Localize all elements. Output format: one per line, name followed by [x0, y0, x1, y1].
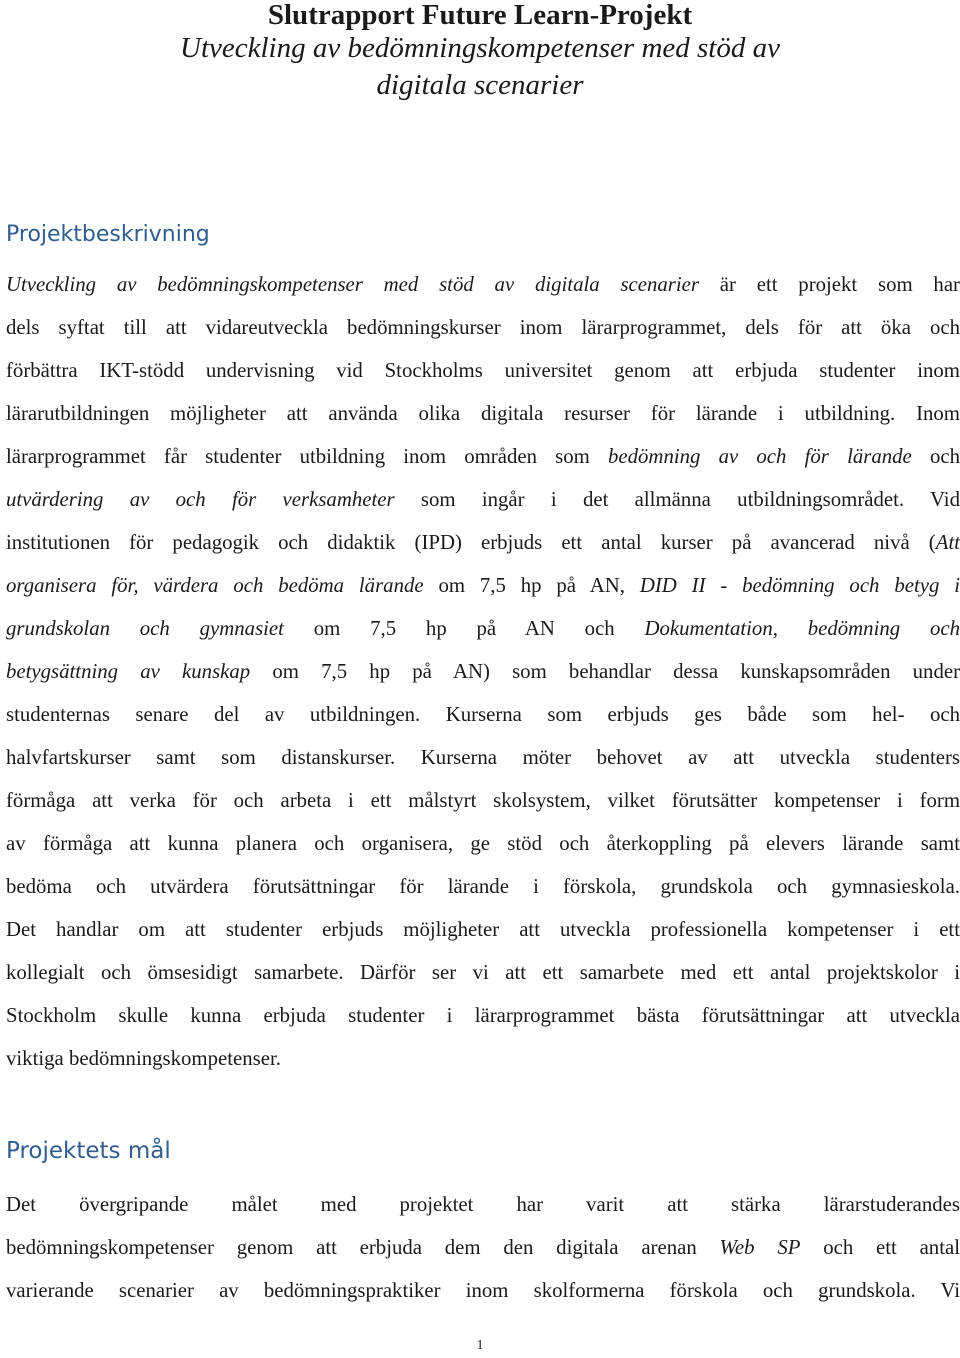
section-heading-projektets-mal: Projektets mål [6, 1138, 171, 1164]
text-run: och [911, 445, 960, 468]
text-line [6, 1183, 960, 1226]
title-block [0, 0, 960, 104]
text-run: om 7,5 hp på AN) som behandlar dessa kunskapsområden under [250, 660, 960, 683]
text-line [6, 478, 960, 521]
italic-text: Utveckling av bedömningskompetenser med stöd av digitala scenarier [6, 273, 699, 296]
text-line [6, 564, 960, 607]
text-run: studenternas senare del av utbildningen. Kurserna som erbjuds ges både som hel- och [6, 703, 960, 726]
text-line [6, 908, 960, 951]
text-line [6, 650, 960, 693]
italic-text: betygsättning av kunskap [6, 660, 251, 683]
text-run: lärarprogrammet får studenter utbildning inom områden som [6, 445, 608, 468]
text-line [6, 607, 960, 650]
document-title: Slutrapport Future Learn-Projekt [267, 0, 693, 31]
text-run: förbättra IKT-stödd undervisning vid Stockholms universitet genom att erbjuda studenter inom [6, 359, 960, 382]
text-run: om 7,5 hp på AN och [283, 617, 645, 640]
text-run: är ett projekt som har [699, 273, 960, 296]
text-line [6, 951, 960, 994]
italic-text: Att [935, 531, 960, 554]
text-run: om 7,5 hp på AN, [423, 574, 640, 597]
text-line [6, 306, 960, 349]
text-run: viktiga bedömningskompetenser. [6, 1047, 281, 1070]
text-line [6, 822, 960, 865]
text-line [6, 1269, 960, 1312]
italic-text: DID II - bedömning och betyg i [639, 574, 960, 597]
italic-text: Web SP [719, 1236, 801, 1259]
text-line [6, 435, 960, 478]
text-line [6, 392, 960, 435]
text-line [6, 865, 960, 908]
italic-text: bedömning av och för lärande [608, 445, 912, 468]
text-run: varierande scenarier av bedömningspraktiker inom skolformerna förskola och grundskola. Vi [6, 1279, 960, 1302]
text-line [6, 994, 960, 1037]
text-line [6, 521, 960, 564]
text-run: av förmåga att kunna planera och organisera, ge stöd och återkoppling på elevers lärande samt [6, 832, 960, 855]
text-line [6, 1226, 960, 1269]
paragraph-projektets-mal [6, 1183, 960, 1312]
italic-text: grundskolan och gymnasiet [6, 617, 284, 640]
text-run: Det handlar om att studenter erbjuds möjligheter att utveckla professionella kompetenser i ett [6, 918, 960, 941]
text-run: institutionen för pedagogik och didaktik (IPD) erbjuds ett antal kurser på avancerad nivå ( [6, 531, 936, 554]
text-run: halvfartskurser samt som distanskurser. Kurserna möter behovet av att utveckla studenters [6, 746, 960, 769]
subtitle-line-1: Utveckling av bedömningskompetenser med stöd av [180, 32, 780, 64]
text-line [6, 263, 960, 306]
text-line [6, 779, 960, 822]
text-run: kollegialt och ömsesidigt samarbete. Därför ser vi att ett samarbete med ett antal projektskolor i [6, 961, 960, 984]
text-run: som ingår i det allmänna utbildningsområdet. Vid [394, 488, 960, 511]
section-heading-projektbeskrivning: Projektbeskrivning [6, 222, 210, 247]
italic-text: Dokumentation, bedömning och [644, 617, 960, 640]
document-subtitle [0, 30, 960, 104]
text-run: förmåga att verka för och arbeta i ett målstyrt skolsystem, vilket förutsätter kompetenser i form [6, 789, 960, 812]
text-run: bedömningskompetenser genom att erbjuda dem den digitala arenan [6, 1236, 720, 1259]
text-run: bedöma och utvärdera förutsättningar för lärande i förskola, grundskola och gymnasieskola. [6, 875, 960, 898]
italic-text: organisera för, värdera och bedöma lärande [6, 574, 424, 597]
text-run: och ett antal [800, 1236, 960, 1259]
text-run: Stockholm skulle kunna erbjuda studenter i lärarprogrammet bästa förutsättningar att utveckla [6, 1004, 960, 1027]
paragraph-projektbeskrivning [6, 263, 960, 1080]
subtitle-line-2: digitala scenarier [376, 69, 584, 101]
page-number: 1 [476, 1338, 484, 1353]
text-line [6, 693, 960, 736]
text-run: Det övergripande målet med projektet har varit att stärka lärarstuderandes [6, 1193, 960, 1216]
text-line [6, 736, 960, 779]
text-line [6, 349, 960, 392]
italic-text: utvärdering av och för verksamheter [6, 488, 395, 511]
text-run: dels syftat till att vidareutveckla bedömningskurser inom lärarprogrammet, dels för att öka och [6, 316, 960, 339]
text-line [6, 1037, 960, 1080]
text-run: lärarutbildningen möjligheter att använda olika digitala resurser för lärande i utbildning. Inom [6, 402, 960, 425]
